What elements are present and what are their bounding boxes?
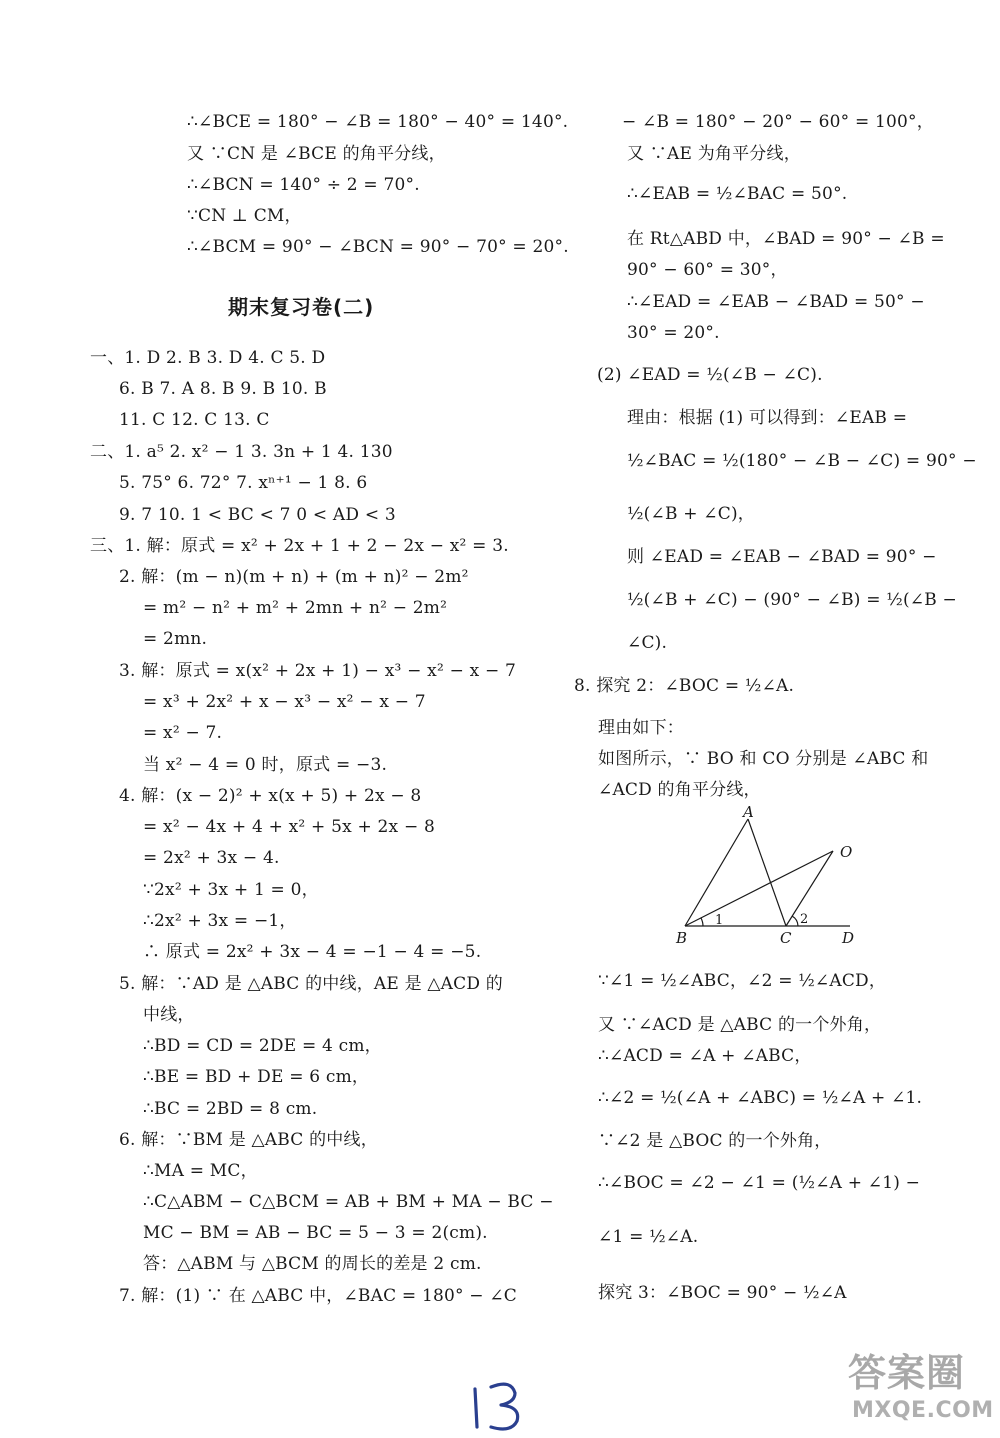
text-line: 7. 解：(1) ∵ 在 △ABC 中，∠BAC = 180° − ∠C [119, 1286, 518, 1306]
text-line: 答：△ABM 与 △BCM 的周长的差是 2 cm. [143, 1254, 482, 1274]
text-line: = m² − n² + m² + 2mn + n² − 2m² [143, 598, 448, 618]
point-label-a: A [743, 805, 754, 821]
text-line: 90° − 60° = 30°， [627, 260, 788, 280]
text-line: 8. 探究 2：∠BOC = ½∠A. [574, 676, 795, 696]
text-line: ∠ACD 的角平分线， [598, 780, 761, 800]
text-line: = 2mn. [143, 629, 208, 649]
page-number-digit-3 [491, 1384, 518, 1429]
text-line: = x³ + 2x² + x − x³ − x² − x − 7 [143, 692, 426, 712]
text-line: ∴∠EAB = ½∠BAC = 50°. [627, 184, 848, 204]
text-line: ∠1 = ½∠A. [598, 1227, 699, 1247]
answer-row: 二、1. a⁵ 2. x² − 1 3. 3n + 1 4. 130 [90, 442, 393, 462]
answer-row: 一、1. D 2. B 3. D 4. C 5. D [90, 348, 326, 368]
angle-2-arc [792, 916, 798, 926]
text-line: ∴∠EAD = ∠EAB − ∠BAD = 50° − [627, 292, 925, 312]
page-number [465, 1375, 535, 1437]
text-line: (2) ∠EAD = ½(∠B − ∠C). [597, 365, 823, 385]
text-line: ∴ 原式 = 2x² + 3x − 4 = −1 − 4 = −5. [143, 942, 482, 962]
text-line: ½(∠B + ∠C) − (90° − ∠B) = ½(∠B − [627, 590, 957, 610]
answer-row: 5. 75° 6. 72° 7. xⁿ⁺¹ − 1 8. 6 [119, 473, 368, 493]
text-line: ∴BE = BD + DE = 6 cm， [143, 1067, 370, 1087]
angle-label-1: 1 [715, 913, 724, 928]
text-line: 三、1. 解：原式 = x² + 2x + 1 + 2 − 2x − x² = 3. [90, 536, 509, 556]
text-line: 则 ∠EAD = ∠EAB − ∠BAD = 90° − [627, 547, 937, 567]
text-line: ∴C△ABM − C△BCM = AB + BM + MA − BC − [143, 1192, 554, 1212]
text-line: − ∠B = 180° − 20° − 60° = 100°， [622, 112, 934, 132]
text-line: MC − BM = AB − BC = 5 − 3 = 2(cm). [143, 1223, 488, 1243]
text-line: 理由：根据 (1) 可以得到：∠EAB = [627, 408, 908, 428]
point-label-b: B [676, 929, 688, 945]
text-line: 当 x² − 4 = 0 时，原式 = −3. [143, 755, 388, 775]
text-line: ∴∠BCM = 90° − ∠BCN = 90° − 70° = 20°. [187, 237, 569, 257]
text-line: ∴2x² + 3x = −1， [143, 911, 297, 931]
point-label-c: C [780, 929, 792, 945]
text-line: ∵∠1 = ½∠ABC，∠2 = ½∠ACD， [598, 971, 887, 991]
text-line: ∵∠2 是 △BOC 的一个外角， [598, 1131, 832, 1151]
triangle-figure [670, 805, 870, 945]
text-line: ∴MA = MC， [143, 1161, 258, 1181]
text-line: = x² − 7. [143, 723, 223, 743]
watermark-logo: 答案圈 [848, 1351, 966, 1395]
answer-row: 9. 7 10. 1 < BC < 7 0 < AD < 3 [119, 505, 396, 525]
text-line: 在 Rt△ABD 中，∠BAD = 90° − ∠B = [627, 229, 945, 249]
text-line: 理由如下： [598, 718, 684, 738]
text-line: 又 ∵AE 为角平分线， [627, 144, 801, 164]
page-number-digit-1 [475, 1389, 477, 1427]
text-line: ∵CN ⊥ CM， [187, 206, 302, 226]
text-line: ∴BC = 2BD = 8 cm. [143, 1099, 318, 1119]
text-line: 3. 解：原式 = x(x² + 2x + 1) − x³ − x² − x − 7 [119, 661, 517, 681]
text-line: 又 ∵∠ACD 是 △ABC 的一个外角， [598, 1015, 882, 1035]
answer-row: 6. B 7. A 8. B 9. B 10. B [119, 379, 327, 399]
text-line: ∴∠2 = ½(∠A + ∠ABC) = ½∠A + ∠1. [598, 1088, 923, 1108]
text-line: 6. 解：∵BM 是 △ABC 的中线， [119, 1130, 378, 1150]
point-label-o: O [840, 843, 853, 861]
text-line: ∴∠BOC = ∠2 − ∠1 = (½∠A + ∠1) − [598, 1173, 921, 1193]
watermark-url: MXQE.COM [852, 1398, 994, 1423]
text-line: 2. 解：(m − n)(m + n) + (m + n)² − 2m² [119, 567, 469, 587]
text-line: 4. 解：(x − 2)² + x(x + 5) + 2x − 8 [119, 786, 422, 806]
text-line: ½(∠B + ∠C)， [627, 504, 755, 524]
section-title: 期末复习卷(二) [228, 295, 375, 319]
page-number-text: 13 [465, 1375, 467, 1376]
answer-row: 11. C 12. C 13. C [119, 410, 270, 430]
text-line: 中线， [143, 1005, 195, 1025]
text-line: ∴∠BCN = 140° ÷ 2 = 70°. [187, 175, 420, 195]
text-line: = x² − 4x + 4 + x² + 5x + 2x − 8 [143, 817, 436, 837]
text-line: 探究 3：∠BOC = 90° − ½∠A [598, 1283, 847, 1303]
text-line: 5. 解：∵AD 是 △ABC 的中线，AE 是 △ACD 的 [119, 974, 503, 994]
text-line: ∠C). [627, 633, 668, 653]
point-label-d: D [842, 929, 855, 945]
segment-ac [748, 819, 786, 926]
text-line: ∵2x² + 3x + 1 = 0， [143, 880, 319, 900]
text-line: ∴∠BCE = 180° − ∠B = 180° − 40° = 140°. [187, 112, 569, 132]
angle-1-arc [701, 918, 703, 926]
text-line: 如图所示，∵ BO 和 CO 分别是 ∠ABC 和 [598, 749, 929, 769]
text-line: = 2x² + 3x − 4. [143, 848, 280, 868]
text-line: 又 ∵CN 是 ∠BCE 的角平分线， [187, 144, 446, 164]
angle-label-2: 2 [800, 912, 809, 927]
text-line: ∴BD = CD = 2DE = 4 cm， [143, 1036, 382, 1056]
text-line: ∴∠ACD = ∠A + ∠ABC， [598, 1046, 812, 1066]
text-line: 30° = 20°. [627, 323, 720, 343]
text-line: ½∠BAC = ½(180° − ∠B − ∠C) = 90° − [627, 451, 977, 471]
